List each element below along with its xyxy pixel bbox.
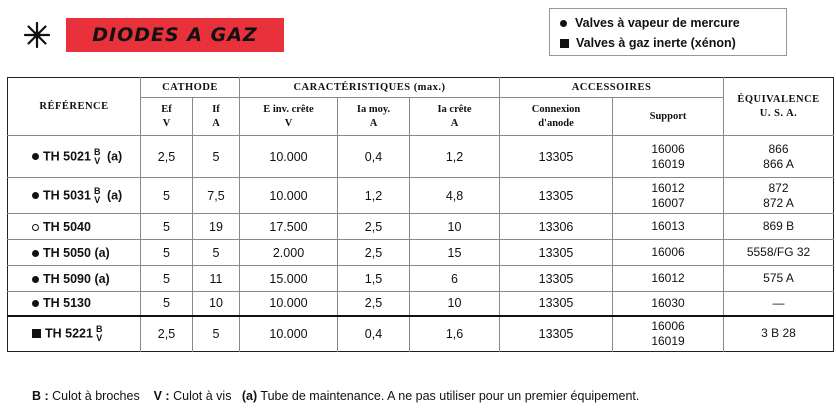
cell-equivalence: 3 B 28 [724, 316, 834, 352]
cell-connexion: 13306 [500, 214, 613, 240]
cell-i-crete: 4,8 [410, 178, 500, 214]
legend-box [549, 8, 787, 56]
header-e-inv: E inv. crête V [240, 98, 338, 136]
cell-ef: 5 [141, 266, 193, 292]
cell-equivalence: 575 A [724, 266, 834, 292]
header-reference: RÉFÉRENCE [39, 101, 109, 112]
ref-label: TH 5040 [43, 219, 91, 234]
ref-suffix: (a) [106, 148, 123, 163]
header-ef: Ef V [141, 98, 193, 136]
footer-a-key: (a) [241, 389, 258, 403]
cell-if: 19 [193, 214, 240, 240]
cell-connexion: 13305 [500, 136, 613, 178]
header-support: Support [613, 98, 724, 136]
cell-connexion: 13305 [500, 240, 613, 266]
cell-connexion: 13305 [500, 178, 613, 214]
cell-i-crete: 6 [410, 266, 500, 292]
cell-i-crete: 1,2 [410, 136, 500, 178]
legend-label: Valves à vapeur de mercure [575, 16, 740, 30]
header-cathode: CATHODE [141, 78, 240, 98]
cell-reference [8, 136, 141, 178]
bv-marker: B V [95, 323, 103, 343]
footer-v-text: Culot à vis [173, 389, 232, 403]
cell-ef: 5 [141, 214, 193, 240]
cell-reference [8, 240, 141, 266]
cell-e-inv: 17.500 [240, 214, 338, 240]
table-row [8, 136, 834, 178]
dot-icon [32, 250, 39, 257]
header-i-crete: Ia crête A [410, 98, 500, 136]
ref-label: TH 5031 [43, 187, 91, 202]
cell-if: 5 [193, 316, 240, 352]
ref-label: TH 5021 [43, 148, 91, 163]
bv-marker: B V [93, 185, 101, 205]
legend-item-mercury [560, 13, 786, 33]
cell-e-inv: 2.000 [240, 240, 338, 266]
ref-label: TH 5221 [45, 326, 93, 341]
dot-icon [32, 300, 39, 307]
cell-reference [8, 214, 141, 240]
bv-marker: B V [93, 146, 101, 166]
table-row [8, 240, 834, 266]
header-caracteristiques: CARACTÉRISTIQUES (max.) [240, 78, 500, 98]
ref-label: TH 5130 [43, 296, 91, 311]
header-equivalence: ÉQUIVALENCE U. S. A. [724, 78, 834, 136]
cell-if: 10 [193, 292, 240, 316]
cell-equivalence: — [724, 292, 834, 316]
cell-i-moy: 1,2 [338, 178, 410, 214]
footer-a-text: Tube de maintenance. A ne pas utiliser pour un premier équipement. [260, 389, 640, 403]
cell-reference [8, 266, 141, 292]
cell-i-crete: 15 [410, 240, 500, 266]
diodes-table [7, 77, 834, 352]
legend-item-xenon [560, 33, 786, 53]
cell-support: 16006 [613, 240, 724, 266]
dot-icon [32, 276, 39, 283]
cell-if: 5 [193, 136, 240, 178]
cell-i-moy: 0,4 [338, 136, 410, 178]
table-row [8, 178, 834, 214]
cell-e-inv: 10.000 [240, 136, 338, 178]
cell-ef: 5 [141, 292, 193, 316]
cell-i-crete: 1,6 [410, 316, 500, 352]
cell-if: 5 [193, 240, 240, 266]
cell-reference [8, 316, 141, 352]
cell-i-moy: 2,5 [338, 214, 410, 240]
cell-equivalence: 869 B [724, 214, 834, 240]
cell-e-inv: 10.000 [240, 178, 338, 214]
table-row [8, 292, 834, 316]
dot-icon [560, 20, 567, 27]
footer-v-key: V : [153, 389, 170, 403]
cell-reference [8, 292, 141, 316]
cell-e-inv: 15.000 [240, 266, 338, 292]
cell-reference [8, 178, 141, 214]
cell-ef: 5 [141, 240, 193, 266]
header-accessoires: ACCESSOIRES [500, 78, 724, 98]
cell-i-moy: 2,5 [338, 292, 410, 316]
cell-support: 16030 [613, 292, 724, 316]
cell-i-crete: 10 [410, 214, 500, 240]
footer-b-text: Culot à broches [52, 389, 140, 403]
footer-b-key: B : [32, 389, 49, 403]
ref-label: TH 5090 [43, 271, 91, 286]
star-icon [24, 22, 50, 48]
cell-equivalence: 5558/FG 32 [724, 240, 834, 266]
cell-e-inv: 10.000 [240, 316, 338, 352]
ref-suffix: (a) [94, 271, 110, 286]
cell-connexion: 13305 [500, 292, 613, 316]
cell-support: 16006 16019 [613, 136, 724, 178]
ref-label: TH 5050 [43, 245, 91, 260]
header-if: If A [193, 98, 240, 136]
cell-connexion: 13305 [500, 266, 613, 292]
table-row [8, 316, 834, 352]
footer-notes [32, 389, 639, 403]
cell-if: 11 [193, 266, 240, 292]
cell-i-moy: 0,4 [338, 316, 410, 352]
cell-ef: 2,5 [141, 136, 193, 178]
dot-icon [32, 153, 39, 160]
cell-ef: 2,5 [141, 316, 193, 352]
ref-suffix: (a) [94, 245, 110, 260]
cell-support: 16012 [613, 266, 724, 292]
header-connexion: Connexion d'anode [500, 98, 613, 136]
cell-if: 7,5 [193, 178, 240, 214]
ref-suffix: (a) [106, 187, 123, 202]
cell-ef: 5 [141, 178, 193, 214]
cell-connexion: 13305 [500, 316, 613, 352]
legend-label: Valves à gaz inerte (xénon) [576, 36, 736, 50]
cell-i-crete: 10 [410, 292, 500, 316]
cell-support: 16006 16019 [613, 316, 724, 352]
cell-i-moy: 1,5 [338, 266, 410, 292]
cell-equivalence: 866 866 A [724, 136, 834, 178]
ring-icon [32, 224, 39, 231]
dot-icon [32, 192, 39, 199]
cell-support: 16013 [613, 214, 724, 240]
header-i-moy: Ia moy. A [338, 98, 410, 136]
table-row [8, 214, 834, 240]
square-icon [32, 329, 41, 338]
cell-i-moy: 2,5 [338, 240, 410, 266]
cell-equivalence: 872 872 A [724, 178, 834, 214]
page-title: DIODES A GAZ [66, 18, 284, 52]
table-row [8, 266, 834, 292]
cell-e-inv: 10.000 [240, 292, 338, 316]
square-icon [560, 39, 569, 48]
cell-support: 16012 16007 [613, 178, 724, 214]
